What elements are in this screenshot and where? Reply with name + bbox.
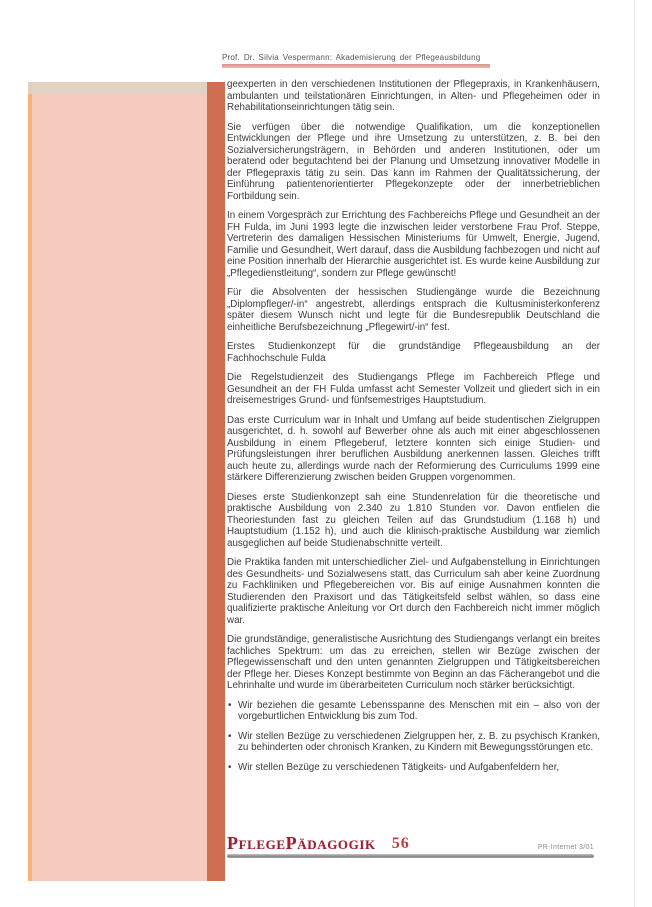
footer-row [227,834,594,852]
paragraph: Die Praktika fanden mit unterschiedlicher Ziel- und Aufgabenstellung in Einrichtungen des Gesundheits- und Sozialwesens statt, das Curriculum sah aber keine Zuordnung zu Fachkliniken und Pflegebereichen vor. Bis auf einige Ausnahmen konnten die Studierenden den Praxisort und das Tätigkeitsfeld selbst wählen, so dass eine qualifizierte praktische Anleitung vor Ort durch den Fachbereich nicht immer möglich war. [227,557,600,626]
paragraph: Sie verfügen über die notwendige Qualifikation, um die konzeptionellen Entwicklungen der Pflege und ihre Umsetzung zu unterstützen, z. B. bei den Sozialversicherungsträgern, in Behörden und anderen Institutionen, oder um beratend oder begutachtend bei der Planung und Umsetzung innovativer Modelle in der Pflegepraxis tätig zu sein. Das kann im Rahmen der Qualitätssicherung, der Einführung patientenorientierter Pflegekonzepte oder der innerbetrieblichen Fortbildung sein. [227,121,600,202]
running-header-text: Prof. Dr. Silvia Vespermann: Akademisierung der Pflegeausbildung [222,53,481,62]
paragraph: In einem Vorgespräch zur Errichtung des Fachbereichs Pflege und Gesundheit an der FH Fulda, im Juni 1993 legte die inzwischen leider verstorbene Frau Prof. Steppe, Vertreterin des damaligen Hessischen Ministeriums für Umwelt, Energie, Jugend, Familie und Gesundheit, Wert darauf, dass die Ausbildung fachbezogen und nicht auf eine Position innerhalb der Hierarchie ausgerichtet ist. Es wurde keine Ausbildung zur „Pflegedienstleitung“, sondern zur Pflege gewünscht! [227,210,600,279]
bullet-list-item [227,700,600,723]
bullet-icon: • [228,761,232,773]
panel-top-band [28,82,225,94]
bullet-icon: • [228,730,232,742]
issue-label: PR-Internet 3/01 [537,844,594,851]
paragraph: Die Regelstudienzeit des Studiengangs Pflege im Fachbereich Pflege und Gesundheit an der FH Fulda umfasst acht Semester Vollzeit und gliedert sich in ein dreisemestriges Grund- und fünfsemestriges Hauptstudium. [227,372,600,406]
paragraph: Dieses erste Studienkonzept sah eine Stundenrelation für die theoretische und praktische Ausbildung von 2.340 zu 1.810 Stunden vor. Davon entfielen die Theoriestunden fast zu gleichen Teilen auf das Grundstudium (1.168 h) und Hauptstudium (1.152 h), und auch die klinisch-praktische Ausbildung war ziemlich ausgeglichen auf beide Studienabschnitte verteilt. [227,491,600,549]
bullet-text: Wir beziehen die gesamte Lebensspanne des Menschen mit ein – also von der vorgeburtlichen Entwicklung bis zum Tod. [238,699,600,722]
paragraph: Für die Absolventen der hessischen Studiengänge wurde die Bezeichnung „Diplompfleger/-in“ angestrebt, allerdings entsprach die Kultusministerkonferenz später diesem Wunsch nicht und legte für die Bundesrepublik Deutschland die einheitliche Berufsbezeichnung „Pflegewirt/-in“ fest. [227,287,600,333]
header-underline [222,64,490,68]
left-accent-bar [207,82,225,881]
article-body [227,79,600,781]
left-margin-panel [28,82,207,881]
bullet-list-item [227,731,600,754]
bullet-text: Wir stellen Bezüge zu verschiedenen Tätigkeits- und Aufgabenfeldern her, [238,761,560,773]
bullet-list-item [227,762,600,774]
journal-title: PflegePädagogik [227,833,376,853]
paragraph: geexperten in den verschiedenen Institutionen der Pflegepraxis, in Krankenhäusern, ambulanten und teilstationären Einrichtungen, in Alten- und Pflegeheimen oder in Rehabilitationseinrichtungen tätig sein. [227,79,600,113]
paragraph: Die grundständige, generalistische Ausrichtung des Studiengangs verlangt ein breites fachliches Spektrum: um das zu erreichen, stellen wir Bezüge zwischen der Pflegewissenschaft und den unten genannten Zielgruppen und Tätigkeitsbereichen der Pflege her. Dieses Konzept bestimmte von Beginn an das Fächerangebot und die Lehrinhalte und wurde im überarbeiteten Curriculum noch stärker berücksichtigt. [227,634,600,691]
section-heading: Erstes Studienkonzept für die grundständige Pflegeausbildung an der Fachhochschule Fulda [227,341,600,364]
page-edge-line [634,0,635,907]
page-number: 56 [391,835,410,852]
bullet-icon: • [228,699,232,711]
page-footer [227,834,594,858]
bullet-text: Wir stellen Bezüge zu verschiedenen Zielgruppen her, z. B. zu psychisch Kranken, zu behinderten oder chronisch Kranken, zu Kindern mit Bewegungsstörungen etc. [238,730,600,753]
running-header [222,53,492,68]
paragraph: Das erste Curriculum war in Inhalt und Umfang auf beide studentischen Zielgruppen ausgerichtet, d. h. sowohl auf Bewerber ohne als auch mit einer abgeschlossenen Ausbildung in einem Pflegeberuf, letztere konnten sich einige Studien- und Prüfungsleistungen ihrer beruflichen Ausbildung anerkennen lassen. Gleiches trifft auch heute zu, allerdings wurde nach der Reformierung des Curriculums 1999 eine stärkere Differenzierung zwischen beiden Gruppen vorgenommen. [227,414,600,483]
footer-rule [227,854,594,858]
